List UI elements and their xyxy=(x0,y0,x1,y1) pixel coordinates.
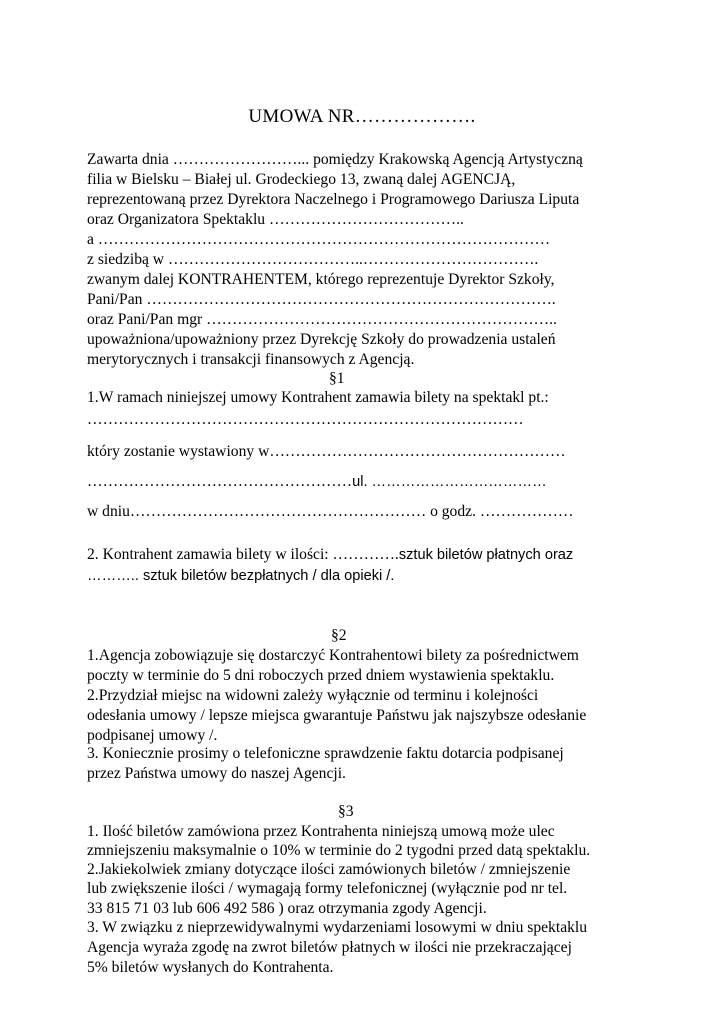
section-2-line: odesłania umowy / lepsze miejsca gwarantuje Państwu jak najszybsze odesłanie xyxy=(87,707,587,724)
contract-title: UMOWA NR………………. xyxy=(248,106,476,127)
section-3-line: 3. W związku z nieprzewidywalnymi wydarzeniami losowymi w dniu spektaklu xyxy=(87,919,588,936)
section-3-line: 1. Ilość biletów zamówiona przez Kontrahenta niniejszą umową może ulec xyxy=(87,823,555,840)
section-3-line: lub zwiększenie ilości / wymagają formy telefonicznej (wyłącznie pod nr tel. xyxy=(87,880,568,897)
free-tickets-line: ……….. sztuk biletów bezpłatnych / dla opieki /. xyxy=(87,568,395,584)
paid-tickets-label: sztuk biletów płatnych oraz xyxy=(398,547,574,563)
intro-line: merytorycznych i transakcji finansowych z Agencją. xyxy=(87,351,415,368)
street-line xyxy=(87,472,547,492)
ticket-count-line xyxy=(87,545,573,565)
section-2-line: poczty w terminie do 5 dni roboczych przed dniem wystawienia spektaklu. xyxy=(87,667,555,684)
section-2-line: podpisanej umowy /. xyxy=(87,727,218,744)
venue-label: który zostanie wystawiony w xyxy=(87,443,270,460)
section-1-heading: §1 xyxy=(329,370,345,387)
section-3-line: Agencja wyraża zgodę na zwrot biletów płatnych w ilości nie przekraczającej xyxy=(87,939,572,956)
section-3-line: 2.Jakiekolwiek zmiany dotyczące ilości zamówionych biletów / zmniejszenie xyxy=(87,861,571,878)
intro-line: a …………………………………………………………………………… xyxy=(87,231,551,248)
section-3-line: 33 815 71 03 lub 606 492 586 ) oraz otrzymania zgody Agencji. xyxy=(87,900,487,917)
section-2-line: przez Państwa umowy do naszej Agencji. xyxy=(87,765,346,782)
venue-dots: ………………………………………………… xyxy=(269,443,566,460)
intro-line: zwanym dalej KONTRAHENTEM, którego reprezentuje Dyrektor Szkoły, xyxy=(87,271,555,288)
section-2-line: 3. Koniecznie prosimy o telefoniczne sprawdzenie faktu dotarcia podpisanej xyxy=(87,745,564,762)
section-1-line: 1.W ramach niniejszej umowy Kontrahent zamawia bilety na spektakl pt.: xyxy=(87,389,549,406)
section-2-heading: §2 xyxy=(331,627,347,644)
section-3-heading: §3 xyxy=(338,803,354,820)
date-line: w dniu………………………………………………… o godz. ……………… xyxy=(87,503,574,520)
intro-line: reprezentowaną przez Dyrektora Naczelnego i Programowego Dariusza Liputa xyxy=(87,191,580,208)
intro-line: oraz Organizatora Spektaklu ……………………………….. xyxy=(87,211,464,228)
intro-line: upoważniona/upoważniony przez Dyrekcję Szkoły do prowadzenia ustaleń xyxy=(87,331,556,348)
intro-line: Zawarta dnia ……………………... pomiędzy Krakowską Agencją Artystyczną xyxy=(87,151,583,168)
title-dots-line: ………………………………………………………………………… xyxy=(87,411,524,428)
intro-line: oraz Pani/Pan mgr ………………………………………………………….. xyxy=(87,311,557,328)
section-3-line: zmniejszeniu maksymalnie o 10% w terminie do 2 tygodni przed datą spektaklu. xyxy=(87,842,591,859)
street-label: ul. ……………………………… xyxy=(352,474,547,490)
street-dots: …………………………………………… xyxy=(87,473,353,490)
ticket-count-prefix: 2. Kontrahent zamawia bilety w ilości: …………. xyxy=(87,546,399,563)
section-2-line: 1.Agencja zobowiązuje się dostarczyć Kontrahentowi bilety za pośrednictwem xyxy=(87,647,579,664)
section-2-line: 2.Przydział miejsc na widowni zależy wyłącznie od terminu i kolejności xyxy=(87,687,539,704)
intro-line: Pani/Pan ……………………………………………………………………. xyxy=(87,291,556,308)
section-3-line: 5% biletów wysłanych do Kontrahenta. xyxy=(87,959,334,976)
intro-line: z siedzibą w ………………………………..……………………………. xyxy=(87,251,539,268)
intro-line: filia w Bielsku – Białej ul. Grodeckiego 13, zwaną dalej AGENCJĄ, xyxy=(87,171,516,188)
venue-line xyxy=(87,442,566,462)
